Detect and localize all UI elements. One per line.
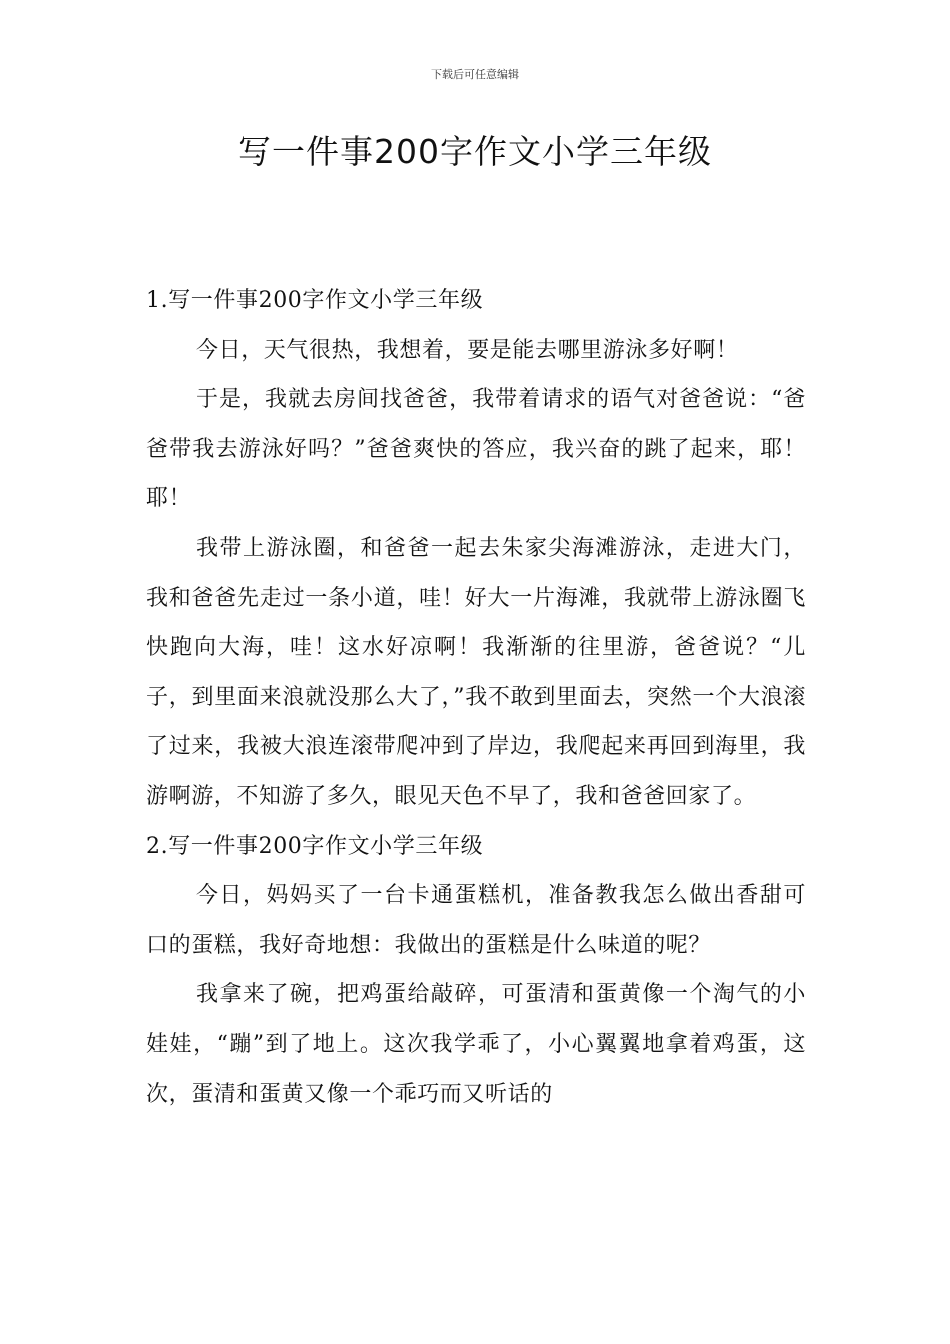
document-title: 写一件事200字作文小学三年级	[238, 132, 712, 171]
section-heading-2: 2.写一件事200字作文小学三年级	[146, 833, 484, 859]
section-heading-1: 1.写一件事200字作文小学三年级	[146, 288, 484, 313]
paragraph: 今日，天气很热，我想着，要是能去哪里游泳多好啊！	[196, 337, 739, 363]
document-body	[146, 276, 806, 1119]
paragraph: 今日，妈妈买了一台卡通蛋糕机，准备教我怎么做出香甜可口的蛋糕，我好奇地想：我做出的蛋糕是什么味道的呢？	[146, 883, 806, 958]
paragraph: 我带上游泳圈，和爸爸一起去朱家尖海滩游泳，走进大门，我和爸爸先走过一条小道，哇！好大一片海滩，我就带上游泳圈飞快跑向大海，哇！这水好凉啊！我渐渐的往里游，爸爸说？“儿子，到里面来浪就没那么大了，”我不敢到里面去，突然一个大浪滚了过来，我被大浪连滚带爬冲到了岸边，我爬起来再回到海里，我游啊游，不知游了多久，眼见天色不早了，我和爸爸回家了。	[146, 535, 806, 809]
paragraph: 于是，我就去房间找爸爸，我带着请求的语气对爸爸说：“爸爸带我去游泳好吗？”爸爸爽快的答应，我兴奋的跳了起来，耶！耶！	[146, 387, 806, 512]
header-note: 下载后可任意编辑	[431, 68, 519, 81]
paragraph: 我拿来了碗，把鸡蛋给敲碎，可蛋清和蛋黄像一个淘气的小娃娃，“蹦”到了地上。这次我学乖了，小心翼翼地拿着鸡蛋，这次，蛋清和蛋黄又像一个乖巧而又听话的	[146, 982, 806, 1107]
